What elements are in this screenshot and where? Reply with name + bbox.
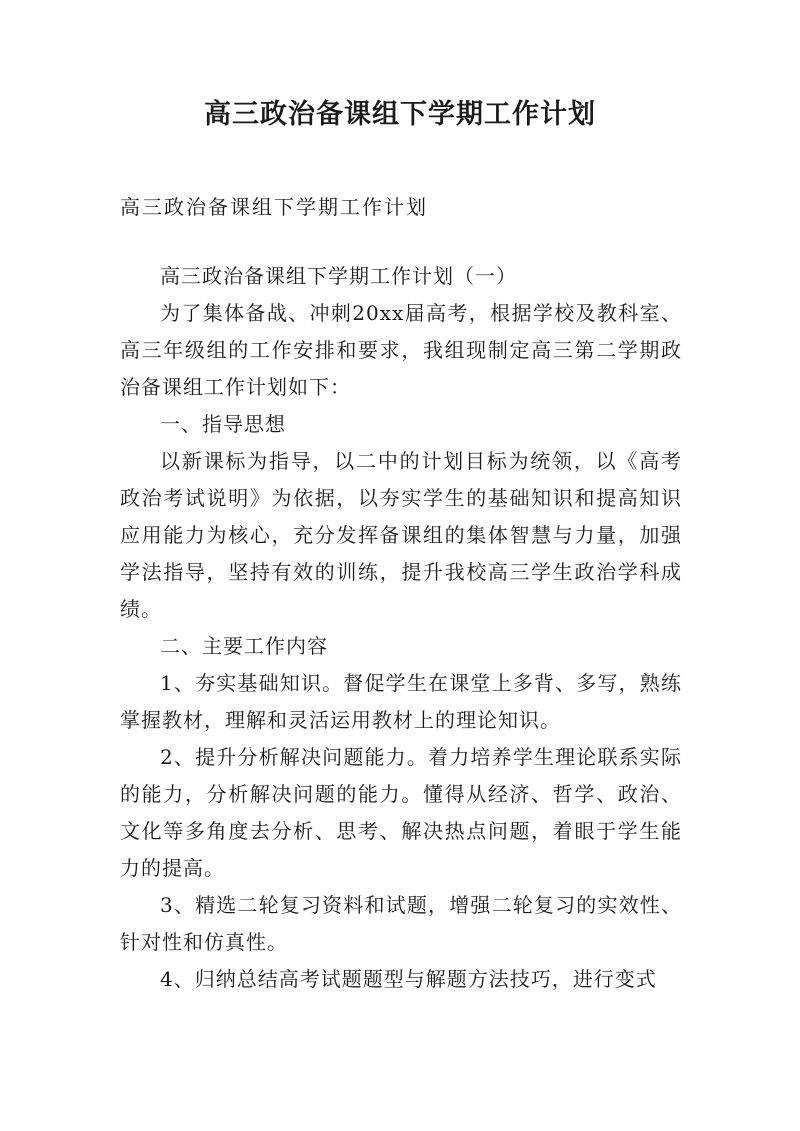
paragraph-intro: 为了集体备战、冲刺20xx届高考，根据学校及教科室、高三年级组的工作安排和要求，我组现制定高三第二学期政治备课组工作计划如下： <box>120 301 682 399</box>
paragraph-guiding-ideology: 以新课标为指导，以二中的计划目标为统领，以《高考政治考试说明》为依据，以夯实学生的基础知识和提高知识应用能力为核心，充分发挥备课组的集体智慧与力量，加强学法指导，坚持有效的训练，提升我校高三学生政治学科成绩。 <box>120 449 682 621</box>
section-heading-main-work: 二、主要工作内容 <box>160 634 328 658</box>
document-body <box>120 258 682 998</box>
list-item-1: 1、夯实基础知识。督促学生在课堂上多背、多写，熟练掌握教材，理解和灵活运用教材上的理论知识。 <box>120 671 682 732</box>
document-title: 高三政治备课组下学期工作计划 <box>204 99 596 130</box>
section-heading-guiding-ideology: 一、指导思想 <box>160 412 286 436</box>
list-item-2: 2、提升分析解决问题能力。着力培养学生理论联系实际的能力，分析解决问题的能力。懂得从经济、哲学、政治、文化等多角度去分析、思考、解决热点问题，着眼于学生能力的提高。 <box>120 745 682 880</box>
paragraph-plan-heading: 高三政治备课组下学期工作计划（一） <box>160 264 517 288</box>
list-item-4: 4、归纳总结高考试题题型与解题方法技巧，进行变式 <box>160 967 657 991</box>
list-item-3: 3、精选二轮复习资料和试题，增强二轮复习的实效性、针对性和仿真性。 <box>120 893 682 954</box>
document-subtitle: 高三政治备课组下学期工作计划 <box>120 195 428 219</box>
